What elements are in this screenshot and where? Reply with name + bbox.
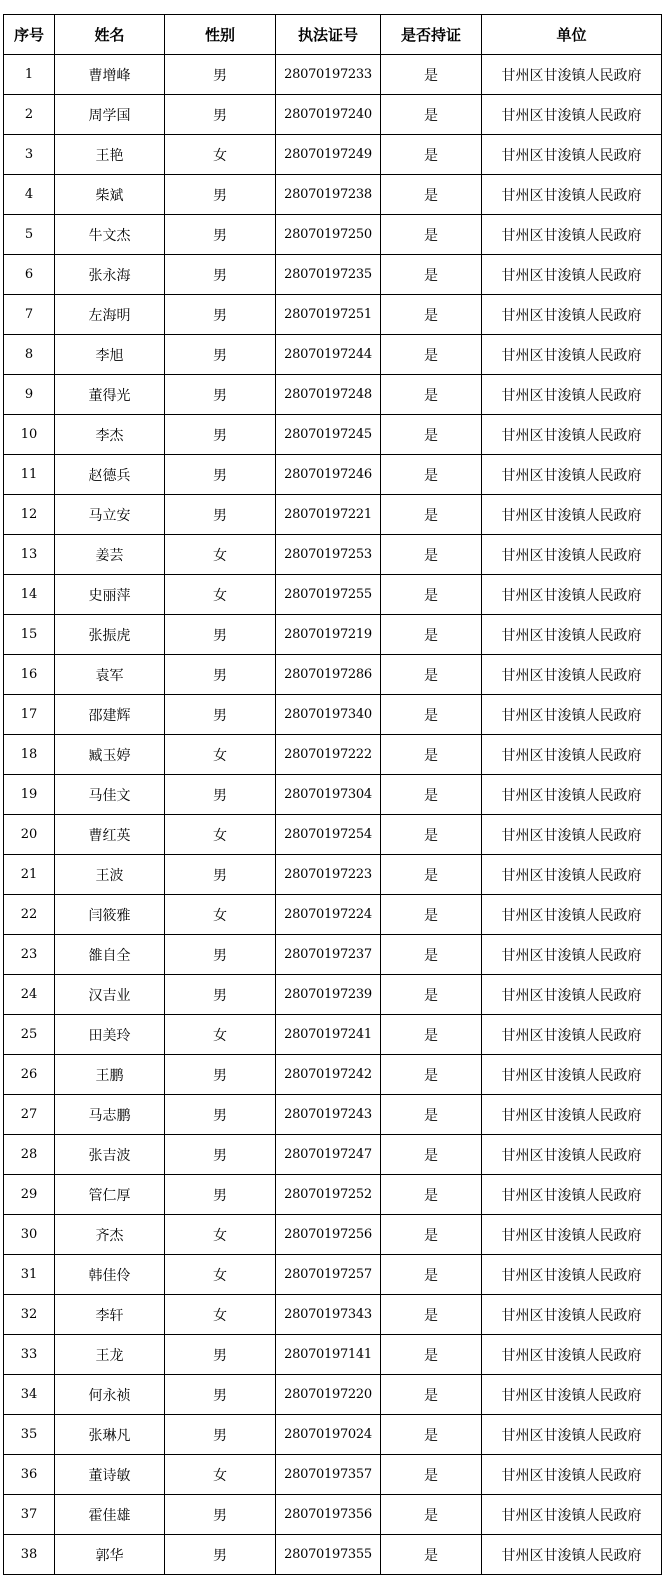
table-row <box>4 815 662 855</box>
cell-cert-number: 28070197224 <box>276 895 381 935</box>
cell-cert-number: 28070197239 <box>276 975 381 1015</box>
cell-unit: 甘州区甘浚镇人民政府 <box>482 815 662 855</box>
cell-seq: 16 <box>4 655 55 695</box>
cell-cert-number: 28070197255 <box>276 575 381 615</box>
cell-unit: 甘州区甘浚镇人民政府 <box>482 935 662 975</box>
cell-name: 管仁厚 <box>55 1175 165 1215</box>
cell-gender: 男 <box>165 1335 276 1375</box>
cell-cert-number: 28070197257 <box>276 1255 381 1295</box>
cell-seq: 27 <box>4 1095 55 1135</box>
cell-name: 霍佳雄 <box>55 1495 165 1535</box>
cell-name: 马佳文 <box>55 775 165 815</box>
cell-seq: 35 <box>4 1415 55 1455</box>
cell-certified: 是 <box>381 455 482 495</box>
cell-cert-number: 28070197343 <box>276 1295 381 1335</box>
cell-gender: 男 <box>165 935 276 975</box>
cell-gender: 男 <box>165 455 276 495</box>
cell-cert-number: 28070197141 <box>276 1335 381 1375</box>
cell-name: 张永海 <box>55 255 165 295</box>
cell-name: 王波 <box>55 855 165 895</box>
cell-unit: 甘州区甘浚镇人民政府 <box>482 1375 662 1415</box>
cell-gender: 男 <box>165 495 276 535</box>
cell-certified: 是 <box>381 575 482 615</box>
cell-certified: 是 <box>381 1055 482 1095</box>
cell-name: 董诗敏 <box>55 1455 165 1495</box>
cell-cert-number: 28070197243 <box>276 1095 381 1135</box>
cell-seq: 20 <box>4 815 55 855</box>
cell-cert-number: 28070197357 <box>276 1455 381 1495</box>
table-row <box>4 535 662 575</box>
cell-seq: 3 <box>4 135 55 175</box>
cell-seq: 28 <box>4 1135 55 1175</box>
cell-unit: 甘州区甘浚镇人民政府 <box>482 735 662 775</box>
cell-gender: 男 <box>165 415 276 455</box>
cell-certified: 是 <box>381 1135 482 1175</box>
cell-seq: 29 <box>4 1175 55 1215</box>
cell-cert-number: 28070197340 <box>276 695 381 735</box>
cell-seq: 33 <box>4 1335 55 1375</box>
table-row <box>4 335 662 375</box>
cell-seq: 11 <box>4 455 55 495</box>
cell-gender: 男 <box>165 1535 276 1575</box>
cell-certified: 是 <box>381 1535 482 1575</box>
cell-unit: 甘州区甘浚镇人民政府 <box>482 415 662 455</box>
cell-cert-number: 28070197223 <box>276 855 381 895</box>
cell-gender: 男 <box>165 1055 276 1095</box>
cell-seq: 13 <box>4 535 55 575</box>
cell-gender: 女 <box>165 735 276 775</box>
table-row <box>4 935 662 975</box>
table-row <box>4 1495 662 1535</box>
cell-certified: 是 <box>381 415 482 455</box>
cell-seq: 22 <box>4 895 55 935</box>
cell-seq: 7 <box>4 295 55 335</box>
table-row <box>4 975 662 1015</box>
cell-unit: 甘州区甘浚镇人民政府 <box>482 1535 662 1575</box>
table-row <box>4 295 662 335</box>
cell-certified: 是 <box>381 255 482 295</box>
cell-certified: 是 <box>381 1095 482 1135</box>
cell-unit: 甘州区甘浚镇人民政府 <box>482 655 662 695</box>
table-row <box>4 375 662 415</box>
cell-unit: 甘州区甘浚镇人民政府 <box>482 1455 662 1495</box>
cell-unit: 甘州区甘浚镇人民政府 <box>482 1135 662 1175</box>
cell-certified: 是 <box>381 855 482 895</box>
cell-gender: 男 <box>165 855 276 895</box>
cell-unit: 甘州区甘浚镇人民政府 <box>482 1215 662 1255</box>
cell-name: 周学国 <box>55 95 165 135</box>
cell-gender: 男 <box>165 1095 276 1135</box>
cell-unit: 甘州区甘浚镇人民政府 <box>482 375 662 415</box>
table-row <box>4 1335 662 1375</box>
cell-seq: 15 <box>4 615 55 655</box>
cell-seq: 26 <box>4 1055 55 1095</box>
table-row <box>4 1175 662 1215</box>
cell-cert-number: 28070197244 <box>276 335 381 375</box>
cell-unit: 甘州区甘浚镇人民政府 <box>482 535 662 575</box>
cell-gender: 女 <box>165 1215 276 1255</box>
table-row <box>4 55 662 95</box>
table-row <box>4 855 662 895</box>
cell-cert-number: 28070197286 <box>276 655 381 695</box>
cell-name: 左海明 <box>55 295 165 335</box>
cell-seq: 2 <box>4 95 55 135</box>
cell-name: 田美玲 <box>55 1015 165 1055</box>
cell-name: 何永祯 <box>55 1375 165 1415</box>
cell-name: 王龙 <box>55 1335 165 1375</box>
cell-name: 王鹏 <box>55 1055 165 1095</box>
table-row <box>4 1455 662 1495</box>
cell-unit: 甘州区甘浚镇人民政府 <box>482 1415 662 1455</box>
table-row <box>4 255 662 295</box>
cell-unit: 甘州区甘浚镇人民政府 <box>482 215 662 255</box>
cell-name: 曹增峰 <box>55 55 165 95</box>
table-row <box>4 695 662 735</box>
cell-unit: 甘州区甘浚镇人民政府 <box>482 1015 662 1055</box>
cell-seq: 23 <box>4 935 55 975</box>
cell-cert-number: 28070197247 <box>276 1135 381 1175</box>
header-gender: 性别 <box>165 15 276 55</box>
cell-certified: 是 <box>381 95 482 135</box>
cell-certified: 是 <box>381 775 482 815</box>
cell-seq: 37 <box>4 1495 55 1535</box>
cell-cert-number: 28070197249 <box>276 135 381 175</box>
cell-gender: 男 <box>165 1495 276 1535</box>
cell-certified: 是 <box>381 655 482 695</box>
cell-unit: 甘州区甘浚镇人民政府 <box>482 1175 662 1215</box>
cell-name: 马志鹏 <box>55 1095 165 1135</box>
cell-seq: 6 <box>4 255 55 295</box>
cell-certified: 是 <box>381 295 482 335</box>
cell-certified: 是 <box>381 1495 482 1535</box>
cell-gender: 男 <box>165 55 276 95</box>
cell-gender: 男 <box>165 295 276 335</box>
cell-gender: 男 <box>165 695 276 735</box>
cell-gender: 女 <box>165 1015 276 1055</box>
cell-certified: 是 <box>381 735 482 775</box>
cell-certified: 是 <box>381 495 482 535</box>
cell-cert-number: 28070197246 <box>276 455 381 495</box>
cell-seq: 14 <box>4 575 55 615</box>
cell-seq: 34 <box>4 1375 55 1415</box>
cell-name: 张琳凡 <box>55 1415 165 1455</box>
cell-unit: 甘州区甘浚镇人民政府 <box>482 1295 662 1335</box>
cell-unit: 甘州区甘浚镇人民政府 <box>482 895 662 935</box>
cell-seq: 21 <box>4 855 55 895</box>
cell-certified: 是 <box>381 1335 482 1375</box>
cell-name: 李杰 <box>55 415 165 455</box>
cell-name: 姜芸 <box>55 535 165 575</box>
cell-gender: 男 <box>165 615 276 655</box>
cell-seq: 17 <box>4 695 55 735</box>
cell-gender: 男 <box>165 655 276 695</box>
header-name: 姓名 <box>55 15 165 55</box>
cell-seq: 9 <box>4 375 55 415</box>
cell-name: 汉吉业 <box>55 975 165 1015</box>
cell-certified: 是 <box>381 535 482 575</box>
cell-name: 柴斌 <box>55 175 165 215</box>
cell-certified: 是 <box>381 615 482 655</box>
cell-seq: 5 <box>4 215 55 255</box>
cell-unit: 甘州区甘浚镇人民政府 <box>482 855 662 895</box>
table-row <box>4 1055 662 1095</box>
cell-cert-number: 28070197237 <box>276 935 381 975</box>
cell-unit: 甘州区甘浚镇人民政府 <box>482 135 662 175</box>
cell-seq: 12 <box>4 495 55 535</box>
cell-unit: 甘州区甘浚镇人民政府 <box>482 175 662 215</box>
cell-cert-number: 28070197219 <box>276 615 381 655</box>
cell-unit: 甘州区甘浚镇人民政府 <box>482 695 662 735</box>
cell-cert-number: 28070197238 <box>276 175 381 215</box>
cell-name: 史丽萍 <box>55 575 165 615</box>
table-row <box>4 615 662 655</box>
cell-cert-number: 28070197250 <box>276 215 381 255</box>
cell-unit: 甘州区甘浚镇人民政府 <box>482 55 662 95</box>
cell-gender: 男 <box>165 975 276 1015</box>
cell-seq: 4 <box>4 175 55 215</box>
cell-unit: 甘州区甘浚镇人民政府 <box>482 1255 662 1295</box>
table-row <box>4 1215 662 1255</box>
header-certified: 是否持证 <box>381 15 482 55</box>
cell-gender: 男 <box>165 215 276 255</box>
cell-name: 齐杰 <box>55 1215 165 1255</box>
table-row <box>4 1375 662 1415</box>
cell-name: 李旭 <box>55 335 165 375</box>
cell-cert-number: 28070197222 <box>276 735 381 775</box>
cell-cert-number: 28070197356 <box>276 1495 381 1535</box>
cell-unit: 甘州区甘浚镇人民政府 <box>482 775 662 815</box>
table-row <box>4 735 662 775</box>
cell-unit: 甘州区甘浚镇人民政府 <box>482 1335 662 1375</box>
cell-seq: 18 <box>4 735 55 775</box>
cell-certified: 是 <box>381 55 482 95</box>
cell-name: 马立安 <box>55 495 165 535</box>
cell-gender: 男 <box>165 775 276 815</box>
cell-seq: 8 <box>4 335 55 375</box>
table-header-row <box>4 15 662 55</box>
cell-certified: 是 <box>381 895 482 935</box>
cell-cert-number: 28070197220 <box>276 1375 381 1415</box>
cell-certified: 是 <box>381 1015 482 1055</box>
cell-name: 赵德兵 <box>55 455 165 495</box>
cell-gender: 女 <box>165 135 276 175</box>
cell-name: 闫筱雅 <box>55 895 165 935</box>
personnel-table <box>3 14 662 1575</box>
cell-gender: 女 <box>165 1455 276 1495</box>
cell-certified: 是 <box>381 975 482 1015</box>
cell-seq: 10 <box>4 415 55 455</box>
cell-cert-number: 28070197242 <box>276 1055 381 1095</box>
cell-gender: 男 <box>165 175 276 215</box>
cell-name: 雒自全 <box>55 935 165 975</box>
cell-unit: 甘州区甘浚镇人民政府 <box>482 455 662 495</box>
cell-gender: 女 <box>165 535 276 575</box>
cell-seq: 19 <box>4 775 55 815</box>
cell-seq: 38 <box>4 1535 55 1575</box>
table-row <box>4 215 662 255</box>
cell-seq: 30 <box>4 1215 55 1255</box>
cell-unit: 甘州区甘浚镇人民政府 <box>482 495 662 535</box>
cell-unit: 甘州区甘浚镇人民政府 <box>482 255 662 295</box>
cell-certified: 是 <box>381 375 482 415</box>
cell-gender: 男 <box>165 95 276 135</box>
cell-name: 郭华 <box>55 1535 165 1575</box>
table-row <box>4 175 662 215</box>
header-seq: 序号 <box>4 15 55 55</box>
table-row <box>4 1095 662 1135</box>
cell-gender: 女 <box>165 895 276 935</box>
cell-name: 韩佳伶 <box>55 1255 165 1295</box>
cell-name: 张振虎 <box>55 615 165 655</box>
cell-unit: 甘州区甘浚镇人民政府 <box>482 975 662 1015</box>
cell-gender: 女 <box>165 1295 276 1335</box>
cell-cert-number: 28070197253 <box>276 535 381 575</box>
cell-cert-number: 28070197304 <box>276 775 381 815</box>
cell-certified: 是 <box>381 1455 482 1495</box>
cell-cert-number: 28070197245 <box>276 415 381 455</box>
cell-name: 张吉波 <box>55 1135 165 1175</box>
cell-unit: 甘州区甘浚镇人民政府 <box>482 335 662 375</box>
cell-certified: 是 <box>381 1255 482 1295</box>
cell-cert-number: 28070197252 <box>276 1175 381 1215</box>
table-row <box>4 455 662 495</box>
cell-unit: 甘州区甘浚镇人民政府 <box>482 95 662 135</box>
cell-certified: 是 <box>381 1295 482 1335</box>
cell-cert-number: 28070197024 <box>276 1415 381 1455</box>
cell-name: 牛文杰 <box>55 215 165 255</box>
cell-unit: 甘州区甘浚镇人民政府 <box>482 1095 662 1135</box>
cell-seq: 25 <box>4 1015 55 1055</box>
cell-certified: 是 <box>381 215 482 255</box>
cell-cert-number: 28070197221 <box>276 495 381 535</box>
cell-certified: 是 <box>381 1375 482 1415</box>
table-row <box>4 575 662 615</box>
cell-gender: 男 <box>165 1375 276 1415</box>
table-row <box>4 1295 662 1335</box>
cell-name: 李轩 <box>55 1295 165 1335</box>
table-row <box>4 1415 662 1455</box>
cell-seq: 1 <box>4 55 55 95</box>
cell-certified: 是 <box>381 335 482 375</box>
cell-cert-number: 28070197241 <box>276 1015 381 1055</box>
cell-cert-number: 28070197240 <box>276 95 381 135</box>
table-row <box>4 1135 662 1175</box>
cell-gender: 男 <box>165 375 276 415</box>
cell-cert-number: 28070197256 <box>276 1215 381 1255</box>
cell-name: 王艳 <box>55 135 165 175</box>
table-row <box>4 95 662 135</box>
cell-cert-number: 28070197254 <box>276 815 381 855</box>
cell-gender: 男 <box>165 1135 276 1175</box>
cell-seq: 36 <box>4 1455 55 1495</box>
table-row <box>4 775 662 815</box>
cell-gender: 男 <box>165 1175 276 1215</box>
cell-gender: 女 <box>165 1255 276 1295</box>
table-row <box>4 495 662 535</box>
cell-name: 曹红英 <box>55 815 165 855</box>
cell-name: 臧玉婷 <box>55 735 165 775</box>
cell-name: 董得光 <box>55 375 165 415</box>
cell-certified: 是 <box>381 815 482 855</box>
cell-certified: 是 <box>381 1175 482 1215</box>
cell-gender: 男 <box>165 1415 276 1455</box>
cell-gender: 男 <box>165 335 276 375</box>
table-row <box>4 135 662 175</box>
table-body <box>4 55 662 1575</box>
cell-certified: 是 <box>381 135 482 175</box>
cell-certified: 是 <box>381 1415 482 1455</box>
header-cert-number: 执法证号 <box>276 15 381 55</box>
cell-cert-number: 28070197233 <box>276 55 381 95</box>
table-row <box>4 415 662 455</box>
cell-cert-number: 28070197248 <box>276 375 381 415</box>
table-row <box>4 1535 662 1575</box>
cell-seq: 32 <box>4 1295 55 1335</box>
cell-name: 袁军 <box>55 655 165 695</box>
table-row <box>4 1255 662 1295</box>
cell-certified: 是 <box>381 695 482 735</box>
table-row <box>4 655 662 695</box>
cell-certified: 是 <box>381 1215 482 1255</box>
table-row <box>4 1015 662 1055</box>
cell-cert-number: 28070197355 <box>276 1535 381 1575</box>
header-unit: 单位 <box>482 15 662 55</box>
cell-certified: 是 <box>381 935 482 975</box>
cell-unit: 甘州区甘浚镇人民政府 <box>482 1055 662 1095</box>
cell-unit: 甘州区甘浚镇人民政府 <box>482 1495 662 1535</box>
cell-gender: 女 <box>165 575 276 615</box>
cell-gender: 女 <box>165 815 276 855</box>
cell-cert-number: 28070197251 <box>276 295 381 335</box>
table-row <box>4 895 662 935</box>
cell-seq: 31 <box>4 1255 55 1295</box>
cell-name: 邵建辉 <box>55 695 165 735</box>
cell-unit: 甘州区甘浚镇人民政府 <box>482 615 662 655</box>
cell-certified: 是 <box>381 175 482 215</box>
cell-unit: 甘州区甘浚镇人民政府 <box>482 295 662 335</box>
cell-cert-number: 28070197235 <box>276 255 381 295</box>
cell-gender: 男 <box>165 255 276 295</box>
cell-unit: 甘州区甘浚镇人民政府 <box>482 575 662 615</box>
cell-seq: 24 <box>4 975 55 1015</box>
